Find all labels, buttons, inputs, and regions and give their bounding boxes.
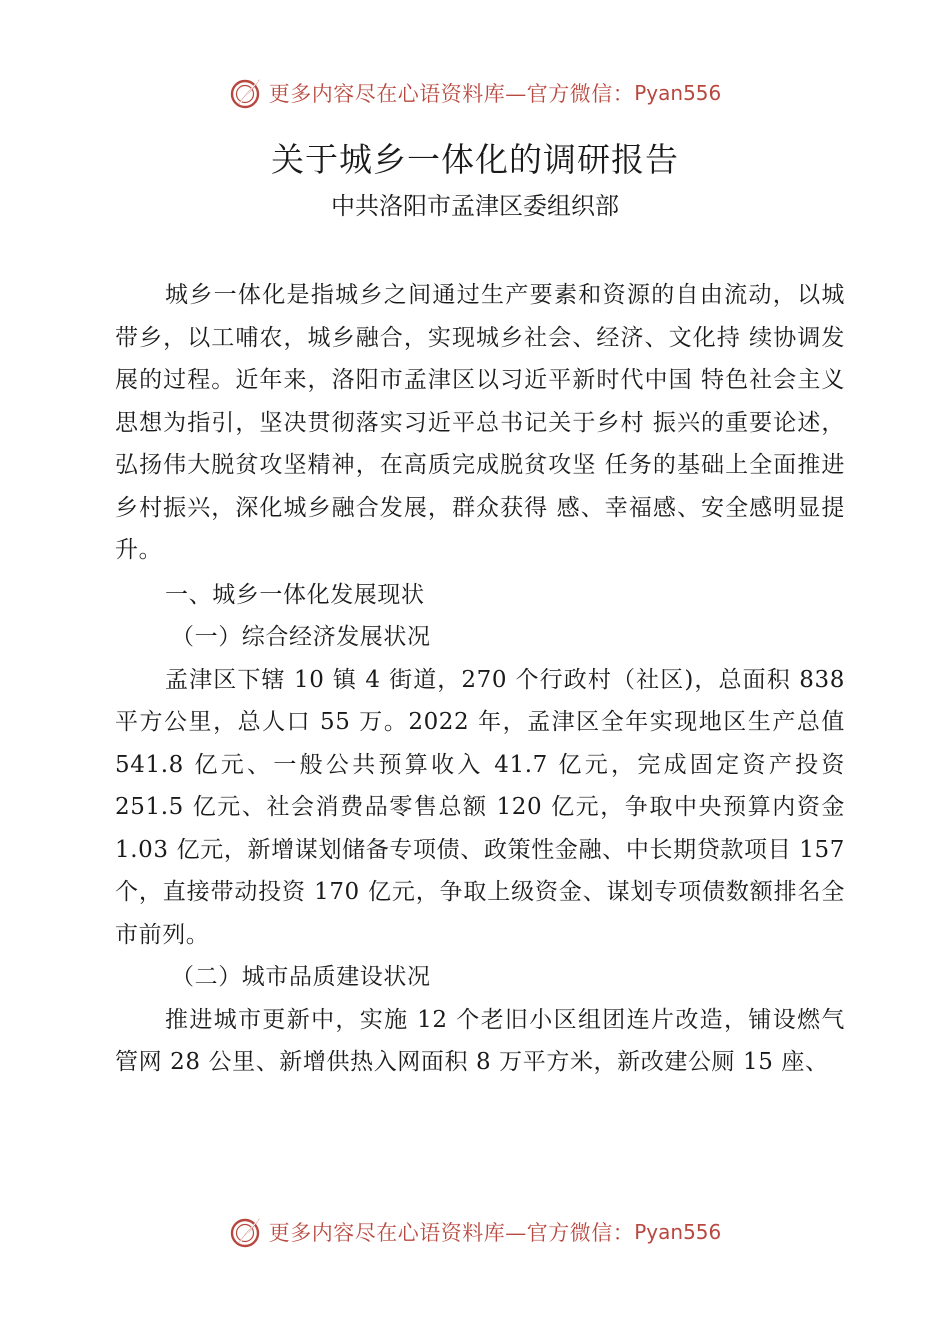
section-heading: 一、城乡一体化发展现状 xyxy=(165,581,425,608)
watermark-wechat-id: Pyan556 xyxy=(634,1220,722,1244)
watermark-text: 更多内容尽在心语资料库—官方微信： xyxy=(268,1221,635,1245)
watermark-banner-top xyxy=(0,71,950,115)
subsection-heading: （一）综合经济发展状况 xyxy=(171,624,431,650)
document-author: 中共洛阳市孟津区委组织部 xyxy=(331,192,619,220)
document-body xyxy=(115,274,845,1084)
watermark-wechat-id: Pyan556 xyxy=(634,81,722,105)
quill-seal-logo-icon xyxy=(229,1215,263,1249)
subsection-heading: （二）城市品质建设状况 xyxy=(171,964,431,990)
paragraph-city-quality: 推进城市更新中，实施 12 个老旧小区组团连片改造，铺设燃气管网 28 公里、新增供热入网面积 8 万平方米，新改建公厕 15 座、 xyxy=(115,1006,845,1075)
watermark-text: 更多内容尽在心语资料库—官方微信： xyxy=(268,82,635,106)
quill-seal-logo-icon xyxy=(229,76,263,110)
paragraph-intro: 城乡一体化是指城乡之间通过生产要素和资源的自由流动，以城带乡，以工哺农，城乡融合，实现城乡社会、经济、文化持 续协调发展的过程。近年来，洛阳市孟津区以习近平新时代中国 特色社会主义思想为指引，坚决贯彻落实习近平总书记关于乡村 振兴的重要论述，弘扬伟大脱贫攻坚精神，在高质完成脱贫攻坚 任务的基础上全面推进乡村振兴，深化城乡融合发展，群众获得 感、幸福感、安全感明显提升。 xyxy=(115,282,845,563)
document-title: 关于城乡一体化的调研报告 xyxy=(271,140,679,179)
watermark-banner-bottom xyxy=(0,1210,950,1254)
paragraph-economy: 孟津区下辖 10 镇 4 街道，270 个行政村（社区)，总面积 838 平方公里，总人口 55 万。2022 年，孟津区全年实现地区生产总值 541.8 亿元、一般公共预算收入 41.7 亿元，完成固定资产投资 251.5 亿元、社会消费品零售总额 120 亿元，争取中央预算内资金 1.03 亿元，新增谋划储备专项债、政策性金融、中长期贷款项目 157 个，直接带动投资 170 亿元，争取上级资金、谋划专项债数额排名全市前列。 xyxy=(115,666,845,948)
